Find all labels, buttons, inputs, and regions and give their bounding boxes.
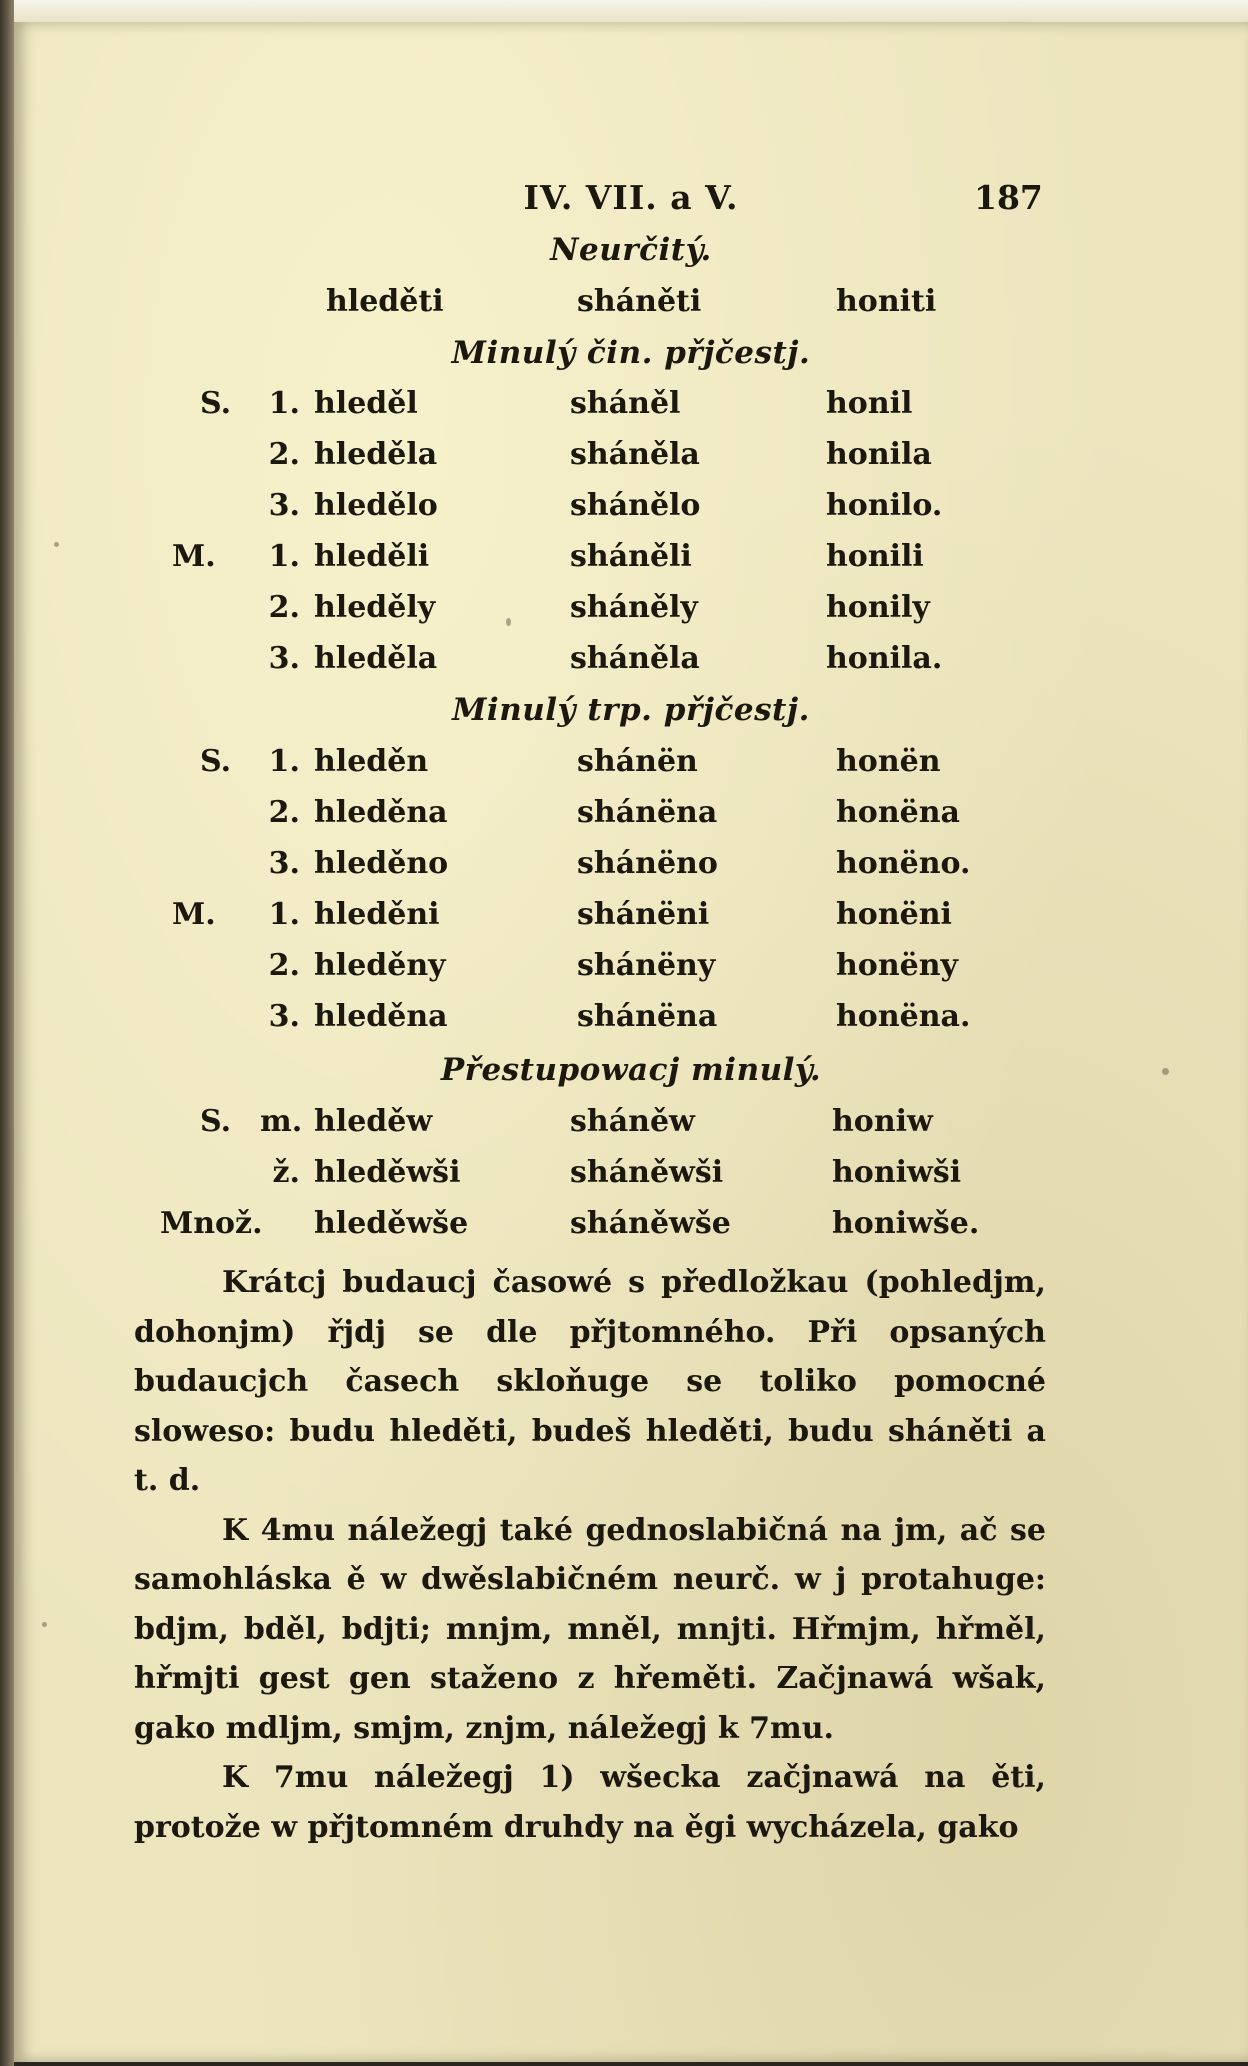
row-number: 3. <box>268 641 300 676</box>
row-number: 1. <box>268 744 300 779</box>
form-col3: honila <box>826 437 932 472</box>
form-col3: honëno. <box>836 846 971 881</box>
form-col1: hleděw <box>314 1104 433 1139</box>
form-col2: shánëni <box>577 897 710 932</box>
form-col1: hleděni <box>314 897 440 932</box>
form-col3: honila. <box>826 641 943 676</box>
body-text <box>134 1258 1046 1852</box>
row-number: 3. <box>268 846 300 881</box>
section-title-past-active: Minulý čin. přjčestj. <box>451 335 811 371</box>
form-col1: hleděwše <box>314 1206 469 1241</box>
form-hledeti: hleděti <box>326 284 444 319</box>
row-group-label: M. <box>172 539 216 574</box>
table-row <box>14 795 1248 845</box>
form-col3: honëny <box>836 948 958 983</box>
row-number: 2. <box>268 948 300 983</box>
row-group-label: Množ. <box>160 1206 263 1241</box>
table-row <box>14 437 1248 487</box>
form-col1: hleděna <box>314 999 448 1034</box>
form-col2: shánëny <box>577 948 716 983</box>
form-col2: shánëna <box>577 795 718 830</box>
table-row <box>14 590 1248 640</box>
form-col1: hleděna <box>314 795 448 830</box>
row-group-label: S. <box>200 1104 232 1139</box>
row-number: m. <box>260 1104 303 1139</box>
form-col3: honëna. <box>836 999 971 1034</box>
form-col2: shánëna <box>577 999 718 1034</box>
table-row <box>14 897 1248 947</box>
book-spine-edge <box>0 0 14 2066</box>
form-col1: hleděny <box>314 948 446 983</box>
form-col3: honiwši <box>832 1155 962 1190</box>
row-group-label: M. <box>172 897 216 932</box>
row-number: ž. <box>272 1155 300 1190</box>
form-honiti: honiti <box>836 284 937 319</box>
form-col2: shánën <box>577 744 698 779</box>
form-col3: honëni <box>836 897 952 932</box>
form-col2: sháněwše <box>570 1206 731 1241</box>
row-number: 2. <box>268 590 300 625</box>
form-col2: sháněli <box>570 539 692 574</box>
form-col2: sháněla <box>570 437 700 472</box>
paper-speck <box>42 1622 47 1627</box>
running-title: IV. VII. a V. <box>523 178 739 217</box>
table-row <box>14 999 1248 1049</box>
table-row <box>14 488 1248 538</box>
table-row <box>14 948 1248 998</box>
row-number: 2. <box>268 795 300 830</box>
form-col1: hleděly <box>314 590 436 625</box>
row-number: 3. <box>268 999 300 1034</box>
book-page <box>14 22 1248 2062</box>
form-col1: hleděla <box>314 437 438 472</box>
form-col2: sháněw <box>570 1104 695 1139</box>
form-col2: sháněwši <box>570 1155 724 1190</box>
page-header <box>14 178 1248 228</box>
form-col1: hleděl <box>314 386 418 421</box>
form-col3: honily <box>826 590 930 625</box>
paragraph-budauci: Krátcj budaucj časowé s předložkau (pohledjm, dohonjm) řjdj se dle přjtomného. Při opsaných budaucjch časech skloňuge se toliko pomocné slowesо: budu hleděti, budeš hleděti, budu sháněti a t. d. <box>134 1265 1046 1498</box>
form-col1: hleděla <box>314 641 438 676</box>
form-shaneti: sháněti <box>577 284 702 319</box>
form-col3: honëna <box>836 795 960 830</box>
table-row <box>14 641 1248 691</box>
form-col3: honën <box>836 744 941 779</box>
row-number: 1. <box>268 897 300 932</box>
paragraph-ctvrta-trida: K 4mu náležegj také gednoslabičná na jm, ač se samohláska ě w dwěslabičném neurč. w j protahuge: bdjm, bděl, bdjti; mnjm, mněl, mnjti. Hřmjm, hřměl, hřmjti gest gen staženo z hřeměti. Začjnawá wšak, gako mdljm, smjm, znjm, náležegj k 7mu. <box>134 1512 1046 1746</box>
table-row <box>14 1104 1248 1154</box>
row-number: 1. <box>268 386 300 421</box>
table-row <box>14 744 1248 794</box>
row-number: 1. <box>268 539 300 574</box>
paragraph-sedma-trida: K 7mu náležegj 1) wšecka začjnawá na ěti, protože w přjtomném druhdy na ěgi wycházela, gako <box>134 1760 1046 1845</box>
form-col1: hleděn <box>314 744 429 779</box>
scan-top-margin <box>0 0 1248 22</box>
form-col1: hledělo <box>314 488 438 523</box>
row-group-label: S. <box>200 386 232 421</box>
page-number: 187 <box>974 178 1043 217</box>
table-row <box>14 539 1248 589</box>
row-group-label: S. <box>200 744 232 779</box>
form-col2: shánělo <box>570 488 701 523</box>
form-col3: honil <box>826 386 913 421</box>
form-col3: honilo. <box>826 488 943 523</box>
form-col1: hleděli <box>314 539 430 574</box>
form-col3: honiw <box>832 1104 933 1139</box>
form-col2: shánëno <box>577 846 718 881</box>
form-col1: hleděno <box>314 846 449 881</box>
form-col2: sháněly <box>570 590 698 625</box>
table-row <box>14 1155 1248 1205</box>
table-row <box>14 1206 1248 1256</box>
form-col2: sháněl <box>570 386 681 421</box>
row-number: 3. <box>268 488 300 523</box>
section-title-transgressive: Přestupowacj minulý. <box>440 1052 822 1088</box>
table-row <box>14 846 1248 896</box>
form-col2: sháněla <box>570 641 700 676</box>
form-col3: honiwše. <box>832 1206 980 1241</box>
form-col3: honili <box>826 539 924 574</box>
infinitive-row <box>14 284 1248 334</box>
section-title-infinitive: Neurčitý. <box>550 232 712 268</box>
section-title-past-passive: Minulý trp. přjčestj. <box>452 692 810 728</box>
form-col1: hleděwši <box>314 1155 461 1190</box>
table-row <box>14 386 1248 436</box>
row-number: 2. <box>268 437 300 472</box>
